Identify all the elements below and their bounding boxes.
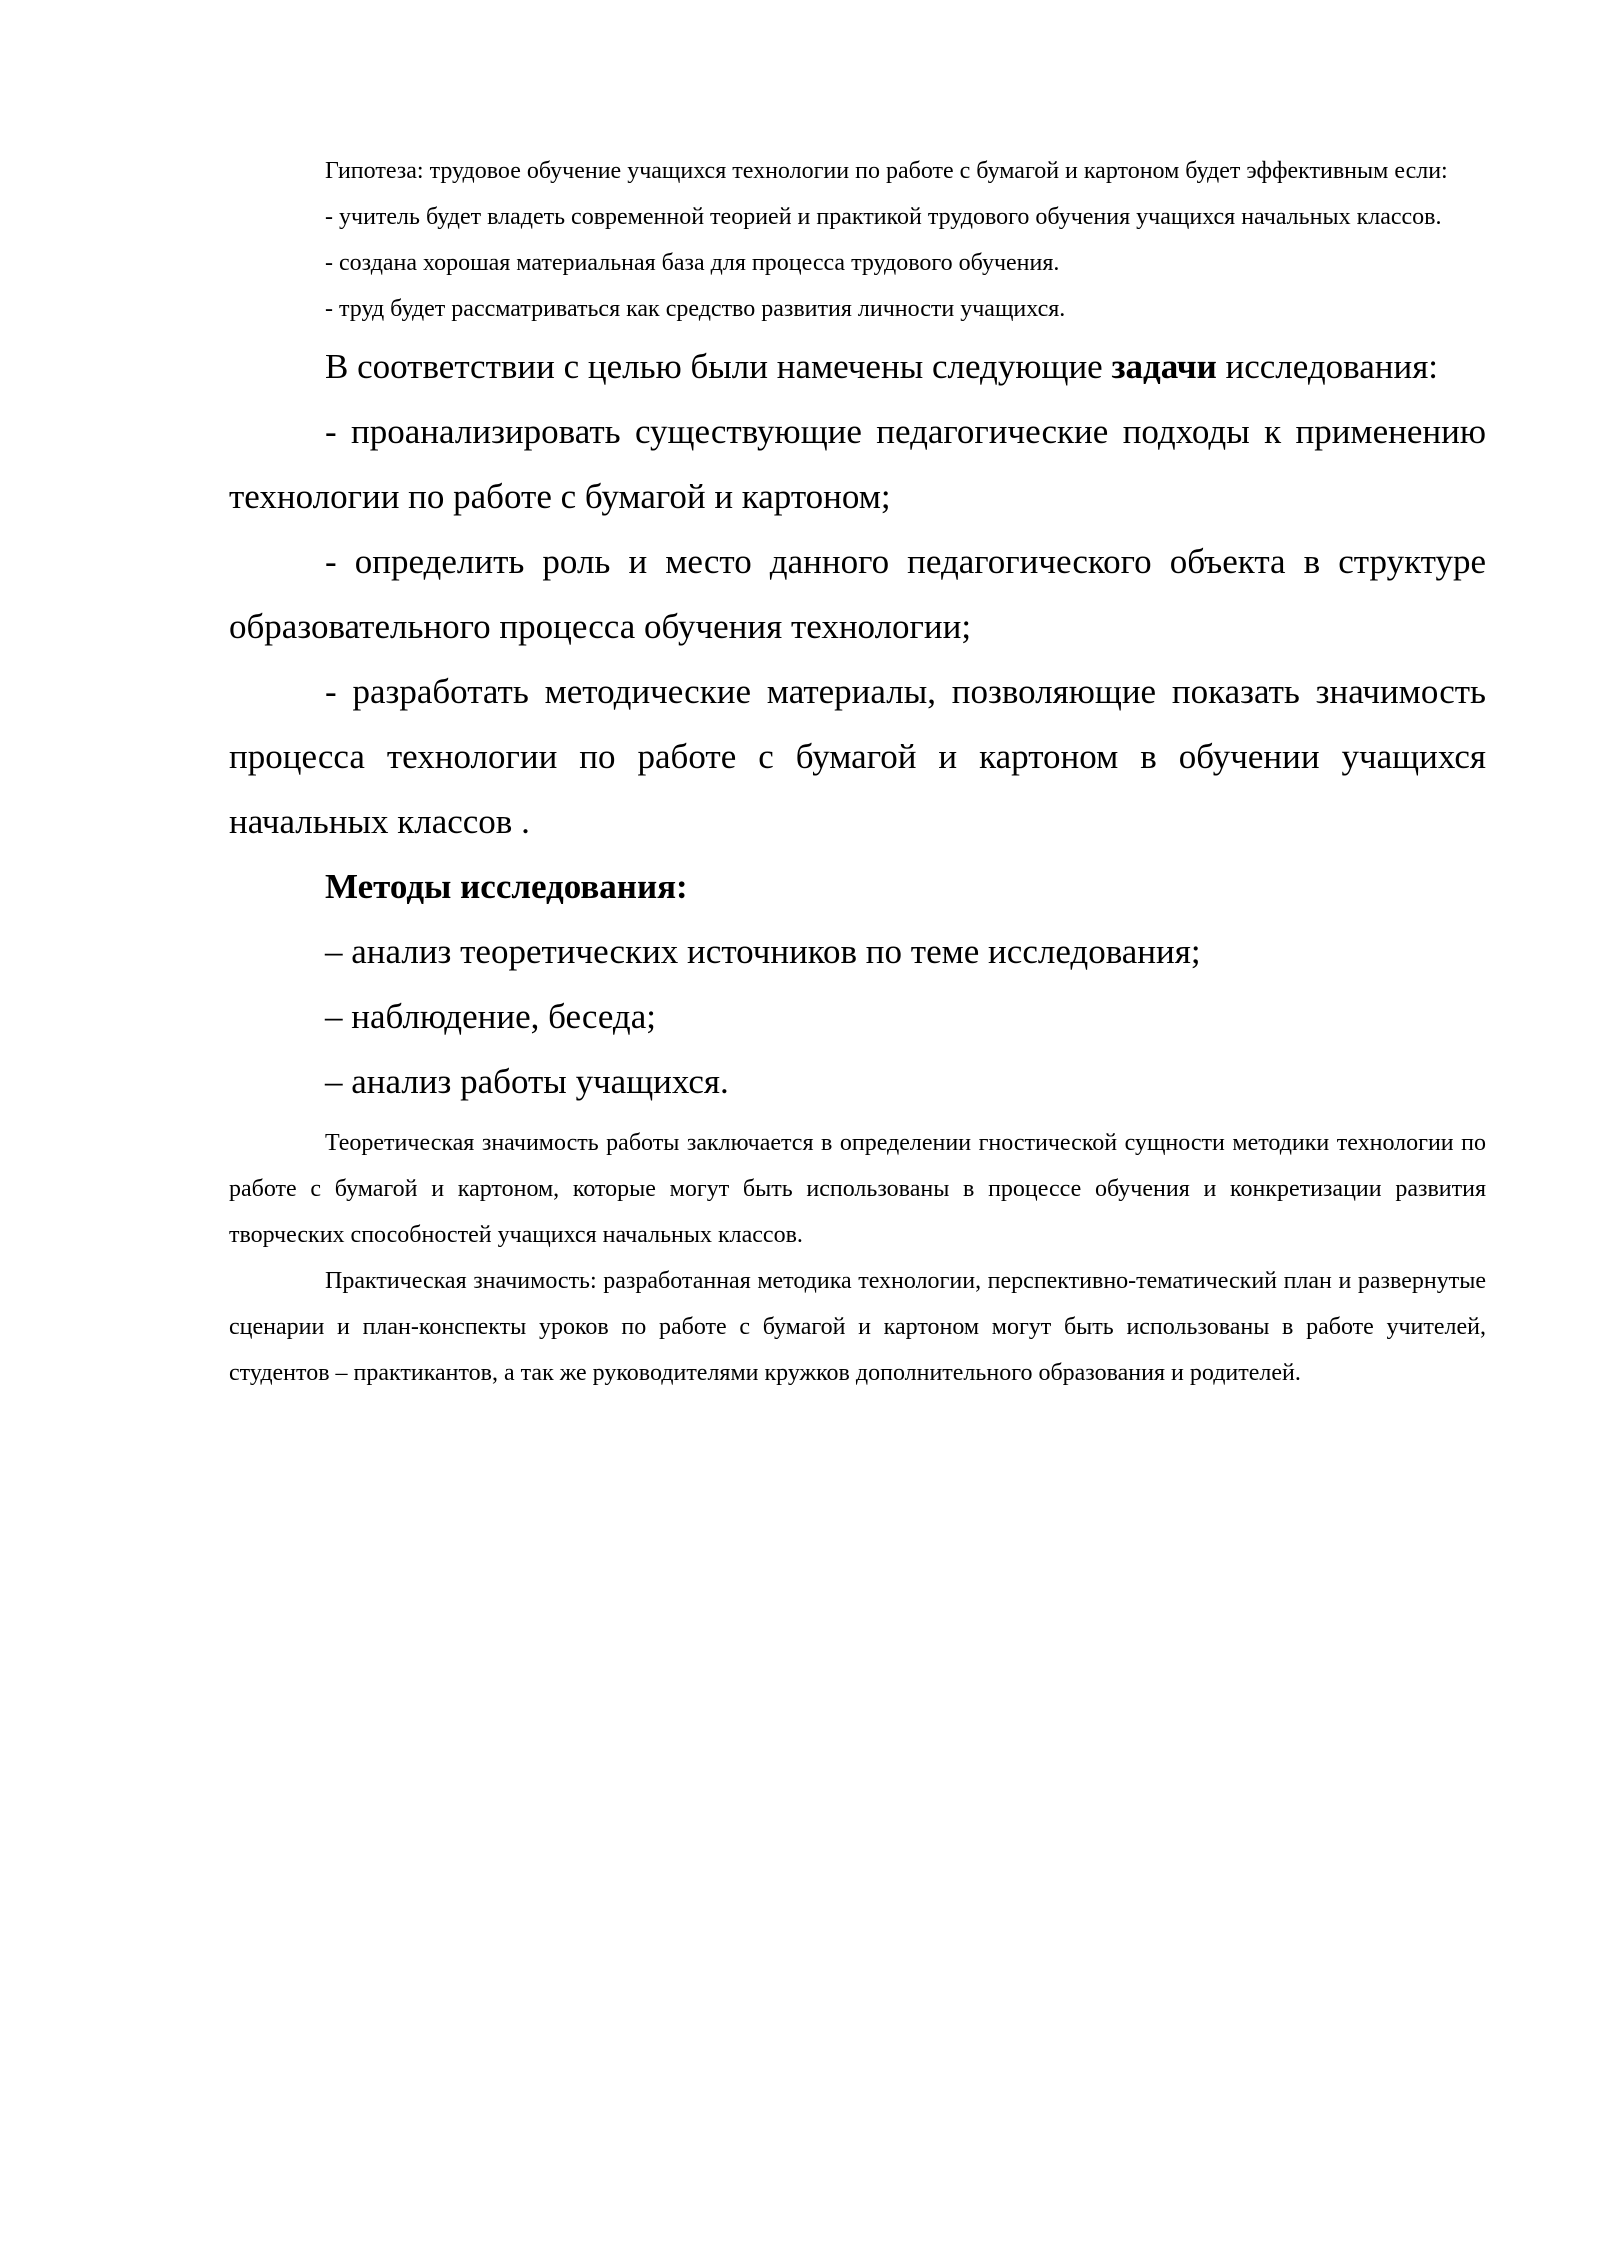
method-item: – анализ теоретических источников по теме исследования; (325, 932, 1201, 971)
practical-significance-paragraph: Практическая значимость: разработанная методика технологии, перспективно-тематический план и развернутые сценарии и план-конспекты уроков по работе с бумагой и картоном могут быть использованы в работе учителей, студентов – практикантов, а так же руководителями кружков дополнительного образования и родителей. (229, 1268, 1486, 1386)
methods-heading: Методы исследования: (325, 867, 688, 906)
hypothesis-item: - учитель будет владеть современной теорией и практикой трудового обучения учащихся начальных классов. (325, 204, 1442, 230)
tasks-intro-paragraph (229, 334, 1486, 399)
task-item: - проанализировать существующие педагогические подходы к применению технологии по работе с бумагой и картоном; (229, 412, 1486, 516)
tasks-intro-bold: задачи (1111, 347, 1217, 386)
tasks-intro-tail: исследования: (1216, 347, 1439, 386)
method-item: – анализ работы учащихся. (325, 1062, 729, 1101)
task-item: - определить роль и место данного педагогического объекта в структуре образовательного процесса обучения технологии; (229, 542, 1486, 646)
hypothesis-item: - труд будет рассматриваться как средство развития личности учащихся. (325, 296, 1066, 322)
theoretical-significance-paragraph: Теоретическая значимость работы заключается в определении гностической сущности методики технологии по работе с бумагой и картоном, которые могут быть использованы в процессе обучения и конкретизации развития творческих способностей учащихся начальных классов. (229, 1130, 1486, 1248)
hypothesis-item: - создана хорошая материальная база для процесса трудового обучения. (325, 250, 1060, 276)
task-item: - разработать методические материалы, позволяющие показать значимость процесса технологии по работе с бумагой и картоном в обучении учащихся начальных классов . (229, 672, 1486, 841)
hypothesis-paragraph: Гипотеза: трудовое обучение учащихся технологии по работе с бумагой и картоном будет эффективным если: (325, 158, 1448, 184)
method-item: – наблюдение, беседа; (325, 997, 656, 1036)
tasks-intro-text: В соответствии с целью были намечены следующие (325, 347, 1112, 386)
